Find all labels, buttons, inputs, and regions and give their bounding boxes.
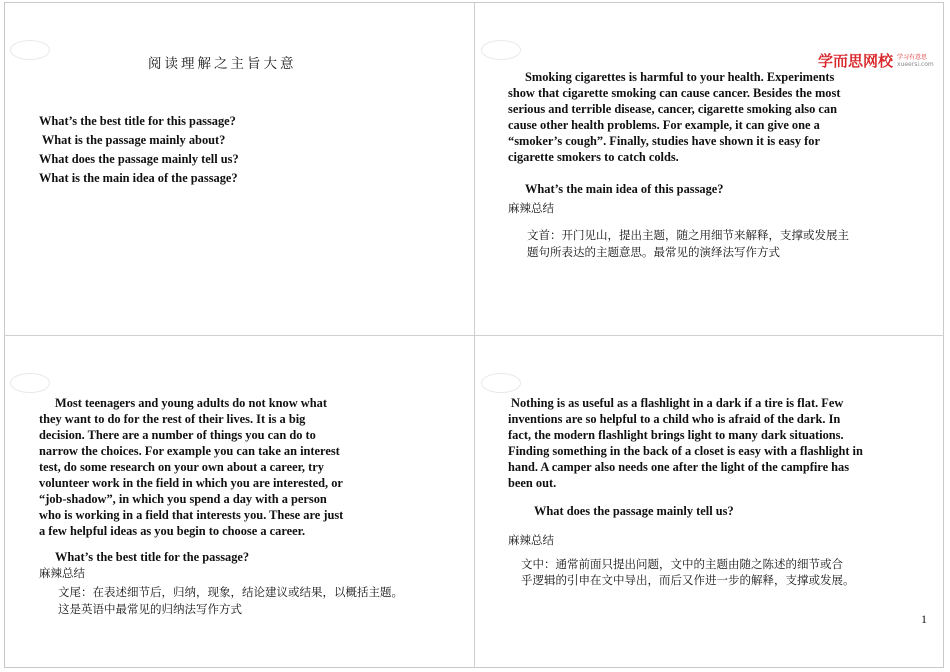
summary-line: 这是英语中最常见的归纳法写作方式: [58, 602, 242, 616]
logo-url: xueersi.com: [897, 60, 934, 68]
slide1-title: 阅读理解之主旨大意: [148, 56, 297, 72]
passage-line: Most teenagers and young adults do not know what: [55, 396, 327, 410]
passage-line: cause other health problems. For example, it can give one a: [508, 118, 820, 132]
question-line: What’s the best title for this passage?: [39, 114, 236, 128]
passage-line: a few helpful ideas as you begin to choose a career.: [39, 524, 306, 538]
slide-decoration: [10, 40, 50, 60]
slide2-summary-label: 麻辣总结: [508, 201, 554, 215]
summary-line: 文首：开门见山，提出主题，随之用细节来解释，支撑或发展主: [527, 228, 849, 242]
passage-line: fact, the modern flashlight brings light to many dark situations.: [508, 428, 844, 442]
passage-line: they want to do for the rest of their lives. It is a big: [39, 412, 306, 426]
slide-decoration: [10, 373, 50, 393]
slide4-summary-label: 麻辣总结: [508, 533, 554, 547]
passage-line: “job-shadow”, in which you spend a day with a person: [39, 492, 327, 506]
passage-line: Finding something in the back of a closet is easy with a flashlight in: [508, 444, 863, 458]
passage-line: “smoker’s cough”. Finally, studies have shown it is easy for: [508, 134, 820, 148]
passage-line: serious and terrible disease, cancer, cigarette smoking also can: [508, 102, 838, 116]
slide-decoration: [481, 373, 521, 393]
passage-line: hand. A camper also needs one after the light of the campfire has: [508, 460, 850, 474]
summary-line: 题句所表达的主题意思。最常见的演绎法写作方式: [527, 245, 780, 259]
passage-line: who is working in a field that interests you. These are just: [39, 508, 344, 522]
passage-line: cigarette smokers to catch colds.: [508, 150, 679, 164]
summary-line: 文中：通常前面只提出问题，文中的主题由随之陈述的细节或合: [521, 557, 843, 571]
slide3-question: What’s the best title for the passage?: [55, 550, 250, 564]
passage-line: been out.: [508, 476, 557, 490]
question-line: What is the passage mainly about?: [39, 133, 226, 147]
slide2-question: What’s the main idea of this passage?: [525, 182, 724, 196]
passage-line: show that cigarette smoking can cause cancer. Besides the most: [508, 86, 841, 100]
passage-line: Smoking cigarettes is harmful to your health. Experiments: [525, 70, 835, 84]
logo-text: 学而思网校: [818, 52, 894, 70]
summary-line: 乎逻辑的引申在文中导出，而后又作进一步的解释，支撑或发展。: [521, 573, 855, 587]
passage-line: narrow the choices. For example you can take an interest: [39, 444, 340, 458]
slide3-summary-label: 麻辣总结: [39, 566, 85, 580]
passage-line: volunteer work in the field in which you are interested, or: [39, 476, 343, 490]
horizontal-divider: [4, 335, 944, 336]
page-number: 1: [921, 612, 927, 626]
slide4-question: What does the passage mainly tell us?: [534, 504, 734, 518]
question-line: What does the passage mainly tell us?: [39, 152, 239, 166]
passage-line: decision. There are a number of things you can do to: [39, 428, 316, 442]
summary-line: 文尾：在表述细节后，归纳，现象，结论建议或结果，以概括主题。: [58, 585, 403, 599]
logo-slogan: 学习有意思: [897, 53, 928, 61]
xueersi-logo: [818, 50, 934, 71]
slide-decoration: [481, 40, 521, 60]
passage-line: Nothing is as useful as a flashlight in a dark if a tire is flat. Few: [511, 396, 844, 410]
passage-line: test, do some research on your own about a career, try: [39, 460, 324, 474]
passage-line: inventions are so helpful to a child who is afraid of the dark. In: [508, 412, 841, 426]
question-line: What is the main idea of the passage?: [39, 171, 238, 185]
